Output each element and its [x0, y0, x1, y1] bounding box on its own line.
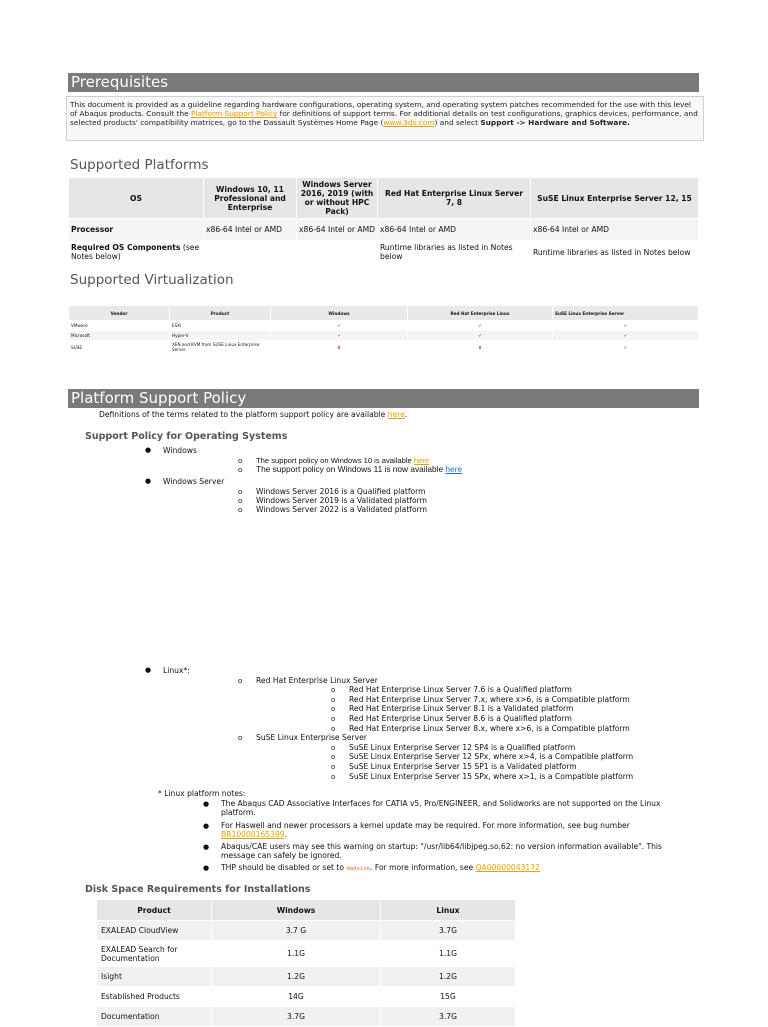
madvise-code: madvise	[346, 866, 371, 872]
platforms-header-rhel: Red Hat Enterprise Linux Server 7, 8	[378, 178, 531, 219]
bullet-icon: ●	[203, 843, 210, 851]
virtualization-table	[68, 305, 699, 354]
suse-label: SuSE Linux Enterprise Server	[256, 733, 367, 742]
disk-space-title: Disk Space Requirements for Installations	[85, 884, 311, 895]
definitions-text: Definitions of the terms related to the platform support policy are available	[99, 410, 388, 419]
suse-item: SuSE Linux Enterprise Server 15 SPx, where x>1, is a Compatible platform	[349, 772, 634, 781]
qa-link[interactable]: QA00000043172	[475, 863, 540, 872]
virt-header-suse: SuSE Linux Enterprise Server	[553, 306, 699, 321]
disk-header-linux: Linux	[381, 900, 516, 921]
vendor-cell: SUSE	[69, 341, 170, 354]
bug-number-link[interactable]: BR10000165399	[221, 830, 285, 840]
virt-header-rhel: Red Hat Enterprise Linux	[408, 306, 553, 321]
linux-note-thp	[221, 863, 540, 874]
check-icon: ✔	[553, 321, 699, 331]
table-row	[97, 921, 516, 941]
table-cell: x86-64 Intel or AMD	[378, 219, 531, 241]
required-os-components-label	[69, 241, 204, 264]
ws-item: Windows Server 2022 is a Validated platform	[256, 505, 428, 514]
disk-windows-cell: 14G	[212, 987, 381, 1007]
check-icon: ✔	[408, 321, 553, 331]
circle-bullet-icon: o	[238, 497, 243, 505]
ws-item: Windows Server 2016 is a Qualified platform	[256, 487, 426, 496]
circle-bullet-icon: o	[238, 466, 243, 474]
platforms-header-suse: SuSE Linux Enterprise Server 12, 15	[531, 178, 699, 219]
table-cell: x86-64 Intel or AMD	[204, 219, 297, 241]
linux-label: Linux*:	[163, 666, 190, 675]
suse-item: SuSE Linux Enterprise Server 12 SP4 is a Qualified platform	[349, 743, 576, 752]
disk-product-cell: EXALEAD Search for Documentation	[97, 941, 212, 967]
suse-item: SuSE Linux Enterprise Server 12 SPx, where x>4, is a Compatible platform	[349, 752, 634, 761]
bullet-icon: ●	[145, 666, 152, 674]
circle-bullet-icon: o	[238, 488, 243, 496]
table-row	[69, 241, 699, 264]
linux-note-haswell: For Haswell and newer processors a kernel update may be required. For more information, see bug number BR10000165399.	[221, 821, 630, 840]
check-icon: ✔	[408, 331, 553, 341]
table-row	[69, 219, 699, 241]
supported-platforms-title: Supported Platforms	[70, 157, 209, 173]
vendor-cell: VMware	[69, 321, 170, 331]
check-icon: ✔	[271, 331, 408, 341]
disk-windows-cell: 3.7G	[212, 1007, 381, 1027]
table-row	[69, 331, 699, 341]
bullet-icon: ●	[203, 800, 210, 808]
product-cell: Hyper-V	[170, 331, 271, 341]
circle-bullet-icon: o	[331, 696, 336, 704]
see-notes-text: (see Notes below)	[71, 243, 200, 261]
disk-linux-cell: 3.7G	[381, 921, 516, 941]
support-policy-os-title: Support Policy for Operating Systems	[85, 431, 288, 442]
disk-linux-cell: 1.1G	[381, 941, 516, 967]
rhel-item: Red Hat Enterprise Linux Server 8.6 is a Qualified platform	[349, 714, 572, 723]
check-icon: ✔	[553, 331, 699, 341]
table-row	[69, 321, 699, 331]
circle-bullet-icon: o	[331, 753, 336, 761]
circle-bullet-icon: o	[331, 744, 336, 752]
table-row	[97, 967, 516, 987]
linux-note-libjpeg: Abaqus/CAE users may see this warning on startup: "/usr/lib64/libjpeg.so.62: no version information available". This message can safely be ignored.	[221, 842, 662, 861]
table-row	[97, 941, 516, 967]
definitions-here-link[interactable]: here	[387, 410, 405, 419]
circle-bullet-icon: o	[238, 734, 243, 742]
suse-item: SuSE Linux Enterprise Server 15 SP1 is a Validated platform	[349, 762, 577, 771]
rhel-item: Red Hat Enterprise Linux Server 7.x, where x>6, is a Compatible platform	[349, 695, 630, 704]
disk-product-cell: Isight	[97, 967, 212, 987]
thp-text: THP should be disabled or set to	[221, 863, 347, 872]
rhel-item: Red Hat Enterprise Linux Server 7.6 is a Qualified platform	[349, 685, 572, 694]
windows-label: Windows	[163, 446, 197, 455]
haswell-text: For Haswell and newer processors a kernel update may be required. For more information, see bug number	[221, 821, 630, 830]
circle-bullet-icon: o	[238, 506, 243, 514]
check-icon: ✔	[271, 321, 408, 331]
win11-here-link[interactable]: here	[445, 464, 462, 474]
check-icon: ✔	[553, 341, 699, 354]
circle-bullet-icon: o	[331, 686, 336, 694]
intro-support-path: Support -> Hardware and Software.	[480, 118, 630, 128]
disk-linux-cell: 1.2G	[381, 967, 516, 987]
vendor-cell: Microsoft	[69, 331, 170, 341]
disk-space-table	[96, 899, 516, 1027]
table-row	[97, 987, 516, 1007]
intro-box	[66, 96, 704, 141]
rhel-item: Red Hat Enterprise Linux Server 8.1 is a Validated platform	[349, 704, 574, 713]
3ds-link[interactable]: www.3ds.com	[383, 118, 435, 128]
bullet-icon: ●	[145, 446, 152, 454]
win11-text: The support policy on Windows 11 is now available	[256, 464, 446, 474]
platforms-header-os: OS	[69, 178, 204, 219]
win10-here-link[interactable]: here	[413, 456, 430, 465]
platforms-header-winserver: Windows Server 2016, 2019 (with or without HPC Pack)	[297, 178, 378, 219]
disk-header-product: Product	[97, 900, 212, 921]
table-cell: x86-64 Intel or AMD	[531, 219, 699, 241]
ws-item: Windows Server 2019 is a Validated platform	[256, 496, 428, 505]
platform-support-policy-heading: Platform Support Policy	[68, 389, 699, 408]
virt-header-windows: Windows	[271, 306, 408, 321]
bullet-icon: ●	[203, 864, 210, 872]
table-cell: Runtime libraries as listed in Notes below	[531, 241, 699, 264]
disk-product-cell: Documentation	[97, 1007, 212, 1027]
definitions-line: Definitions of the terms related to the platform support policy are available here.	[99, 410, 408, 419]
thp-text-2: . For more information, see	[370, 863, 476, 872]
bullet-icon: ●	[203, 822, 210, 830]
windows-server-label: Windows Server	[163, 477, 225, 486]
platforms-header-win: Windows 10, 11 Professional and Enterprise	[204, 178, 297, 219]
table-row	[69, 341, 699, 354]
prerequisites-heading: Prerequisites	[68, 73, 699, 92]
linux-note-cad: The Abaqus CAD Associative Interfaces for CATIA v5, Pro/ENGINEER, and Solidworks are not supported on the Linux platform.	[221, 799, 661, 818]
disk-product-cell: Established Products	[97, 987, 212, 1007]
table-cell	[204, 241, 297, 264]
disk-product-cell: EXALEAD CloudView	[97, 921, 212, 941]
table-cell: Runtime libraries as listed in Notes below	[378, 241, 531, 264]
circle-bullet-icon: o	[331, 725, 336, 733]
cross-icon: ✘	[408, 341, 553, 354]
supported-virtualization-title: Supported Virtualization	[70, 272, 234, 288]
disk-windows-cell: 1.2G	[212, 967, 381, 987]
disk-windows-cell: 3.7 G	[212, 921, 381, 941]
table-cell: x86-64 Intel or AMD	[297, 219, 378, 241]
circle-bullet-icon: o	[238, 457, 243, 465]
circle-bullet-icon: o	[331, 715, 336, 723]
product-cell: ESXi	[170, 321, 271, 331]
table-cell	[297, 241, 378, 264]
processor-label: Processor	[69, 219, 204, 241]
product-cell: XEN and KVM from SUSE Linux Enterprise Server	[170, 341, 271, 354]
circle-bullet-icon: o	[238, 677, 243, 685]
intro-text-2: for definitions of support terms. For additional details on test configurations, graphics devices, performance, and selected products' compatibility matrices, go to the Dassault Systèmes Home Page (	[70, 109, 698, 128]
platforms-table	[68, 177, 699, 264]
disk-linux-cell: 15G	[381, 987, 516, 1007]
win11-line	[256, 465, 462, 474]
bullet-icon: ●	[145, 477, 152, 485]
intro-text-3: ) and select	[434, 118, 481, 128]
required-os-components-bold: Required OS Components	[71, 243, 181, 252]
disk-header-windows: Windows	[212, 900, 381, 921]
circle-bullet-icon: o	[331, 763, 336, 771]
virt-header-product: Product	[170, 306, 271, 321]
disk-linux-cell: 3.7G	[381, 1007, 516, 1027]
platform-support-policy-link[interactable]: Platform Support Policy	[190, 109, 278, 119]
cross-icon: ✘	[271, 341, 408, 354]
rhel-label: Red Hat Enterprise Linux Server	[256, 676, 378, 685]
linux-notes-title: * Linux platform notes:	[158, 789, 246, 798]
disk-windows-cell: 1.1G	[212, 941, 381, 967]
circle-bullet-icon: o	[331, 773, 336, 781]
intro-text-1: This document is provided as a guideline regarding hardware configurations, operating system, and operating system patches recommended for the use with this level of Abaqus products. Consult the	[70, 100, 691, 119]
rhel-item: Red Hat Enterprise Linux Server 8.x, where x>6, is a Compatible platform	[349, 724, 630, 733]
win10-text: The support policy on Windows 10 is available	[256, 456, 414, 465]
virt-header-vendor: Vendor	[69, 306, 170, 321]
circle-bullet-icon: o	[331, 705, 336, 713]
